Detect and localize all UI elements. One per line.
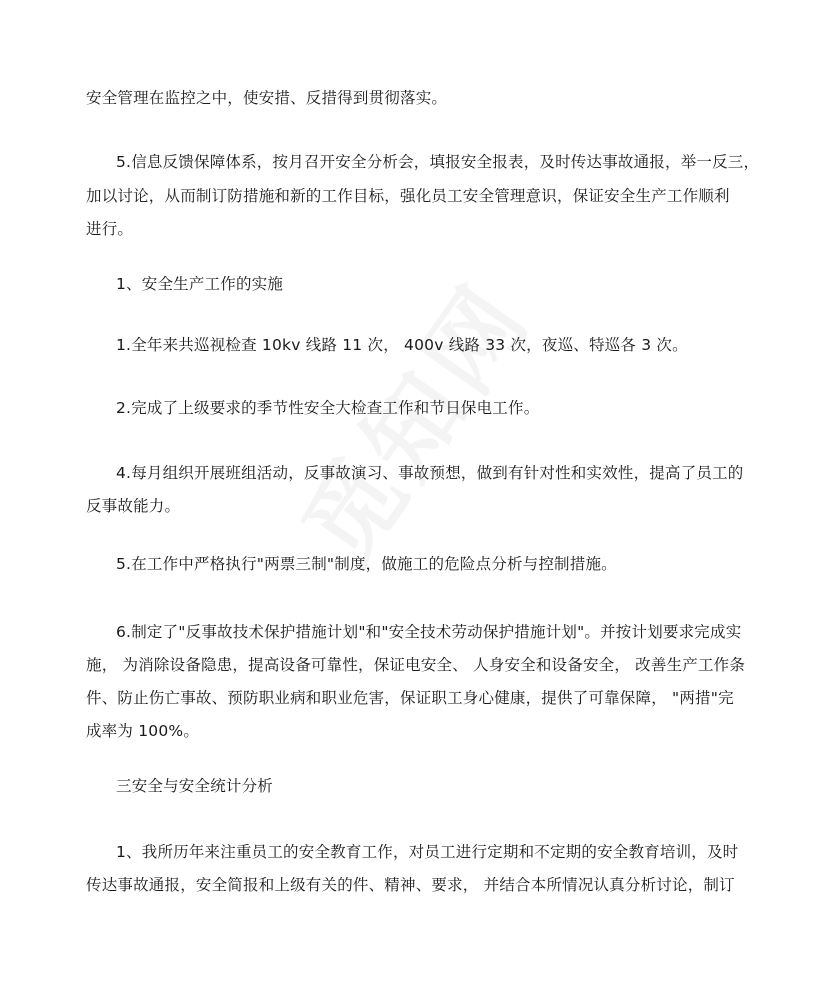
text-line: 5.在工作中严格执行"两票三制"制度，做施工的危险点分析与控制措施。 bbox=[116, 555, 617, 573]
section-heading: 1、安全生产工作的实施 bbox=[116, 275, 284, 293]
text-line: 4.每月组织开展班组活动，反事故演习、事故预想，做到有针对性和实效性，提高了员工的 bbox=[116, 464, 744, 482]
text-line: 6.制定了"反事故技术保护措施计划"和"安全技术劳动保护措施计划"。并按计划要求完成实 bbox=[116, 623, 742, 641]
text-line: 反事故能力。 bbox=[86, 497, 181, 515]
text-line: 传达事故通报，安全简报和上级有关的件、精神、要求， 并结合本所情况认真分析讨论，制订 bbox=[86, 876, 735, 894]
text-line: 加以讨论，从而制订防措施和新的工作目标，强化员工安全管理意识，保证安全生产工作顺利 bbox=[86, 187, 730, 205]
text-line: 5.信息反馈保障体系，按月召开安全分析会，填报安全报表，及时传达事故通报，举一反三， bbox=[116, 153, 760, 171]
text-line: 2.完成了上级要求的季节性安全大检查工作和节日保电工作。 bbox=[116, 399, 540, 417]
text-line: 施， 为消除设备隐患，提高设备可靠性，保证电安全、 人身安全和设备安全， 改善生产工作条 bbox=[86, 656, 746, 674]
watermark bbox=[265, 251, 556, 585]
text-line: 1、我所历年来注重员工的安全教育工作，对员工进行定期和不定期的安全教育培训，及时 bbox=[116, 843, 739, 861]
text-line: 安全管理在监控之中，使安措、反措得到贯彻落实。 bbox=[86, 89, 448, 107]
section-heading: 三安全与安全统计分析 bbox=[116, 777, 274, 795]
text-line: 成率为 100%。 bbox=[86, 722, 200, 740]
text-line: 进行。 bbox=[86, 220, 134, 238]
text-line: 1.全年来共巡视检查 10kv 线路 11 次， 400v 线路 33 次，夜巡、特巡各 3 次。 bbox=[116, 336, 688, 354]
text-line: 件、防止伤亡事故、预防职业病和职业危害，保证职工身心健康，提供了可靠保障， "两措"完 bbox=[86, 689, 734, 707]
